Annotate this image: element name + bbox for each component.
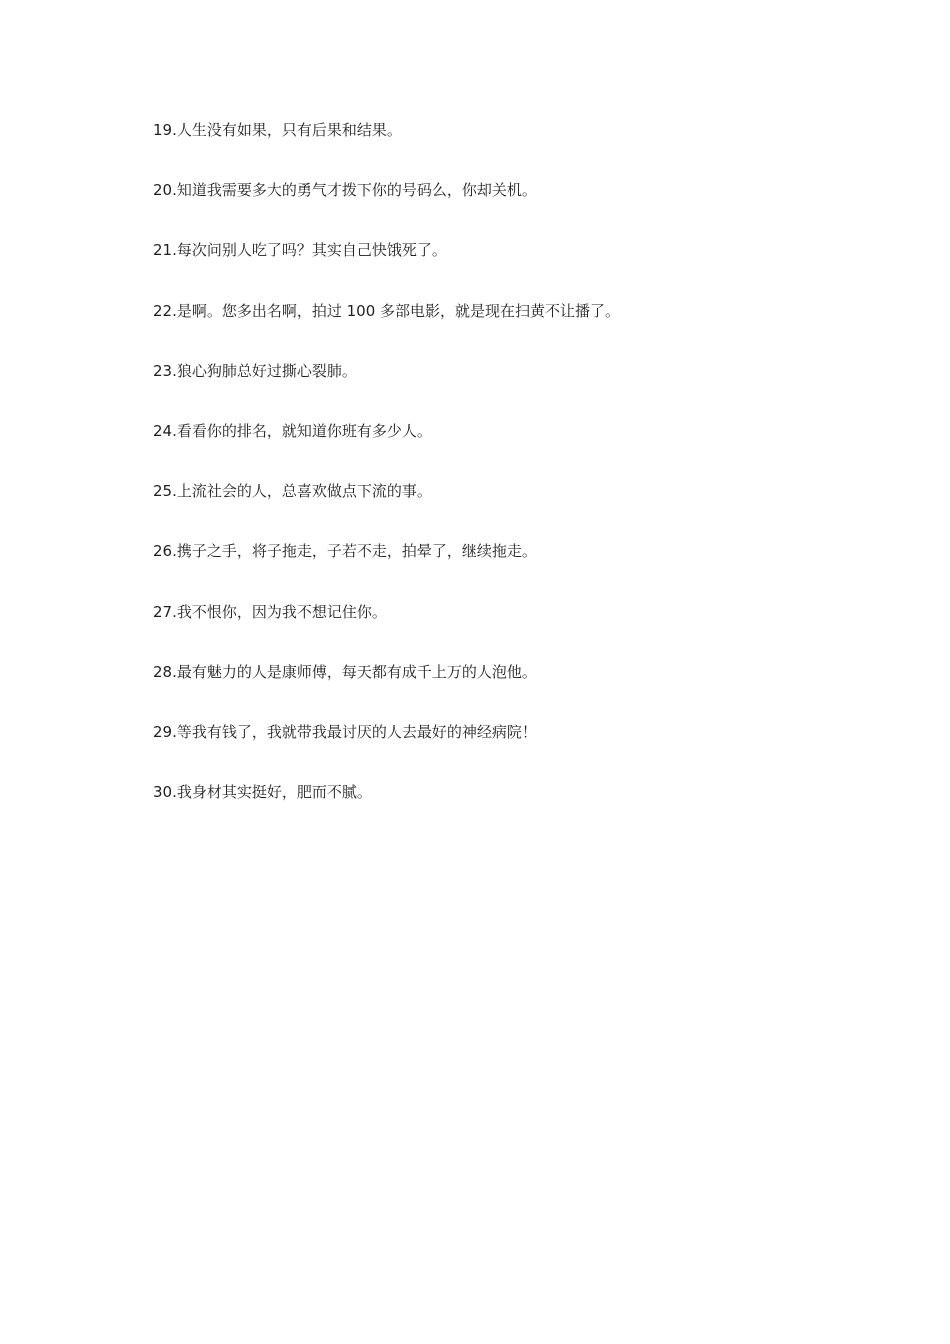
list-item: 26.携子之手，将子拖走，子若不走，拍晕了，继续拖走。 <box>153 542 537 561</box>
list-item: 25.上流社会的人，总喜欢做点下流的事。 <box>153 482 432 501</box>
list-item: 28.最有魅力的人是康师傅，每天都有成千上万的人泡他。 <box>153 662 537 681</box>
list-item: 23.狼心狗肺总好过撕心裂肺。 <box>153 361 357 380</box>
list-item: 24.看看你的排名，就知道你班有多少人。 <box>153 421 432 440</box>
list-item: 29.等我有钱了，我就带我最讨厌的人去最好的神经病院！ <box>153 722 537 741</box>
list-item: 30.我身材其实挺好，肥而不腻。 <box>153 783 372 802</box>
list-item: 21.每次问别人吃了吗？其实自己快饿死了。 <box>153 241 447 260</box>
list-item: 20.知道我需要多大的勇气才拨下你的号码么，你却关机。 <box>153 181 537 200</box>
list-item: 19.人生没有如果，只有后果和结果。 <box>153 121 402 139</box>
list-item: 22.是啊。您多出名啊，拍过 100 多部电影，就是现在扫黄不让播了。 <box>153 301 621 320</box>
list-item: 27.我不恨你，因为我不想记住你。 <box>153 602 387 621</box>
joke-list <box>153 119 873 841</box>
